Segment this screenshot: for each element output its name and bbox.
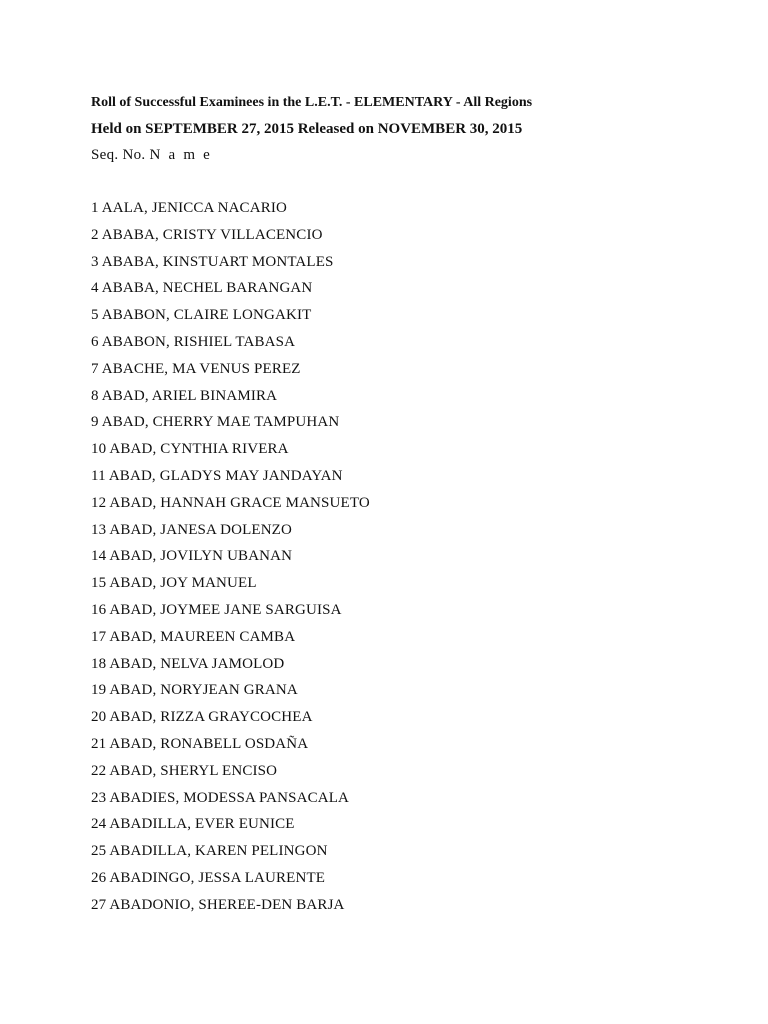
examinee-name: ABACHE, MA VENUS PEREZ xyxy=(101,360,301,377)
examinee-name: ABAD, SHERYL ENCISO xyxy=(109,762,278,779)
examinee-list xyxy=(91,195,731,919)
seq-number: 14 xyxy=(91,548,107,565)
name-header: N a m e xyxy=(149,147,213,163)
list-item xyxy=(91,222,731,249)
examinee-name: ABADILLA, EVER EUNICE xyxy=(109,816,295,833)
examinee-name: ABAD, RIZZA GRAYCOCHEA xyxy=(109,709,313,726)
document-title: Roll of Successful Examinees in the L.E.T. - ELEMENTARY - All Regions xyxy=(91,95,533,110)
examinee-name: ABABA, CRISTY VILLACENCIO xyxy=(101,226,323,243)
list-item xyxy=(91,570,731,597)
seq-number: 4 xyxy=(91,280,99,297)
examinee-name: ABADIES, MODESSA PANSACALA xyxy=(109,789,350,806)
seq-number: 13 xyxy=(91,521,107,538)
list-item xyxy=(91,463,731,490)
examinee-name: ABAD, JOYMEE JANE SARGUISA xyxy=(109,601,342,618)
examinee-name: ABADILLA, KAREN PELINGON xyxy=(109,843,328,860)
examinee-name: ABAD, JANESA DOLENZO xyxy=(109,521,292,538)
seq-number: 15 xyxy=(91,575,107,592)
seq-number: 2 xyxy=(91,226,99,243)
list-item xyxy=(91,195,731,222)
examinee-name: ABAD, CYNTHIA RIVERA xyxy=(109,441,289,458)
list-item xyxy=(91,409,731,436)
seq-number: 6 xyxy=(91,333,99,350)
list-item xyxy=(91,597,731,624)
examinee-name: ABABA, NECHEL BARANGAN xyxy=(101,280,313,297)
list-item xyxy=(91,892,731,919)
examinee-name: ABAD, GLADYS MAY JANDAYAN xyxy=(108,467,343,484)
list-item xyxy=(91,677,731,704)
examinee-name: ABABA, KINSTUART MONTALES xyxy=(101,253,334,270)
list-item xyxy=(91,731,731,758)
seq-number: 25 xyxy=(91,843,107,860)
seq-number: 23 xyxy=(91,789,107,806)
seq-number: 7 xyxy=(91,360,99,377)
list-item xyxy=(91,811,731,838)
examinee-name: AALA, JENICCA NACARIO xyxy=(101,200,287,216)
document-page xyxy=(91,90,731,919)
seq-number: 17 xyxy=(91,628,107,645)
seq-number: 18 xyxy=(91,655,107,672)
list-item xyxy=(91,383,731,410)
examinee-name: ABAD, MAUREEN CAMBA xyxy=(109,628,296,645)
list-item xyxy=(91,624,731,651)
list-item xyxy=(91,275,731,302)
list-item xyxy=(91,249,731,276)
list-item xyxy=(91,651,731,678)
document-subtitle: Held on SEPTEMBER 27, 2015 Released on NOVEMBER 30, 2015 xyxy=(91,121,523,137)
examinee-name: ABAD, CHERRY MAE TAMPUHAN xyxy=(101,414,340,431)
seq-number: 11 xyxy=(91,467,106,484)
seq-number: 27 xyxy=(91,896,107,913)
examinee-name: ABABON, RISHIEL TABASA xyxy=(101,333,296,350)
seq-number: 20 xyxy=(91,709,107,726)
examinee-name: ABAD, JOVILYN UBANAN xyxy=(109,548,293,565)
examinee-name: ABAD, ARIEL BINAMIRA xyxy=(101,387,278,404)
seq-number: 1 xyxy=(91,200,99,216)
seq-number: 9 xyxy=(91,414,99,431)
list-item xyxy=(91,436,731,463)
examinee-name: ABABON, CLAIRE LONGAKIT xyxy=(101,307,312,324)
examinee-name: ABADONIO, SHEREE-DEN BARJA xyxy=(109,896,345,913)
list-item xyxy=(91,758,731,785)
examinee-name: ABAD, HANNAH GRACE MANSUETO xyxy=(109,494,370,511)
list-item xyxy=(91,329,731,356)
seq-number: 10 xyxy=(91,441,107,458)
list-item xyxy=(91,865,731,892)
column-header xyxy=(91,142,731,168)
seq-number: 24 xyxy=(91,816,107,833)
list-item xyxy=(91,490,731,517)
list-item xyxy=(91,517,731,544)
list-item xyxy=(91,785,731,812)
list-item xyxy=(91,543,731,570)
seq-number: 22 xyxy=(91,762,107,779)
examinee-name: ABAD, NELVA JAMOLOD xyxy=(109,655,285,672)
list-item xyxy=(91,838,731,865)
seq-number: 21 xyxy=(91,735,107,752)
examinee-name: ABADINGO, JESSA LAURENTE xyxy=(109,869,326,886)
examinee-name: ABAD, RONABELL OSDAÑA xyxy=(109,735,309,752)
list-item xyxy=(91,302,731,329)
seq-number: 12 xyxy=(91,494,107,511)
list-item xyxy=(91,356,731,383)
examinee-name: ABAD, NORYJEAN GRANA xyxy=(109,682,298,699)
seq-no-header: Seq. No. xyxy=(91,147,146,163)
list-item xyxy=(91,704,731,731)
seq-number: 3 xyxy=(91,253,99,270)
seq-number: 16 xyxy=(91,601,107,618)
examinee-name: ABAD, JOY MANUEL xyxy=(109,575,257,592)
seq-number: 5 xyxy=(91,307,99,324)
seq-number: 8 xyxy=(91,387,99,404)
seq-number: 19 xyxy=(91,682,107,699)
seq-number: 26 xyxy=(91,869,107,886)
